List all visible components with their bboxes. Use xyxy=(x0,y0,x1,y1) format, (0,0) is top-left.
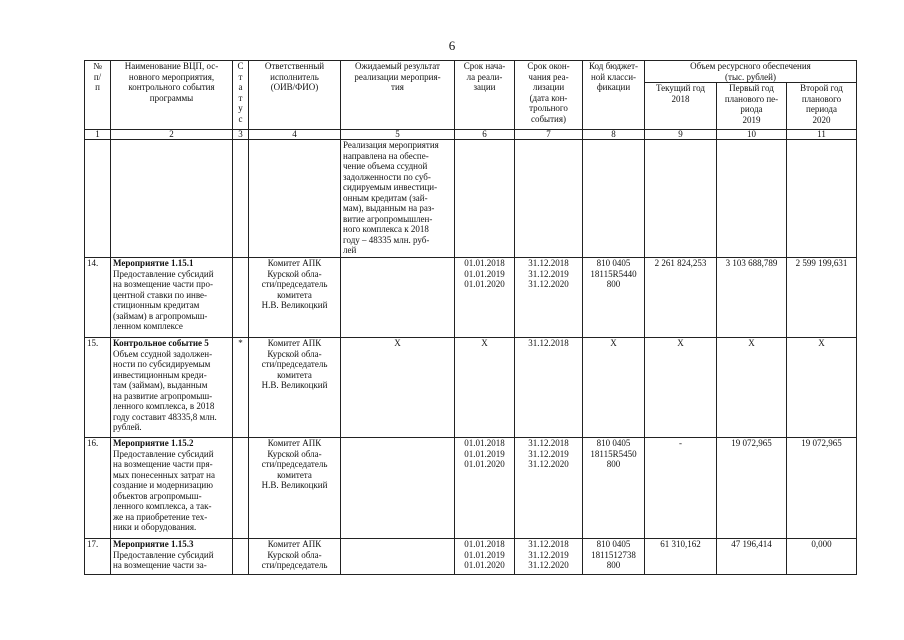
row-executor xyxy=(249,140,341,258)
column-number: 3 xyxy=(233,130,249,140)
table-row xyxy=(85,438,857,539)
row-2020: 2 599 199,631 xyxy=(787,258,857,338)
row-start: 01.01.2018 01.01.2019 01.01.2020 xyxy=(455,438,515,539)
row-name-title: Контрольное событие 5 xyxy=(113,338,209,348)
row-kbk: 810 0405 18115R5450 800 xyxy=(583,438,645,539)
header-executor: Ответственный исполнитель (ОИВ/ФИО) xyxy=(249,61,341,130)
column-numbers-row xyxy=(85,130,857,140)
row-name-title: Мероприятие 1.15.3 xyxy=(113,539,194,549)
row-status xyxy=(233,258,249,338)
row-status: * xyxy=(233,338,249,438)
row-number xyxy=(85,140,111,258)
row-2019: 3 103 688,789 xyxy=(717,258,787,338)
row-number: 17. xyxy=(85,539,111,575)
row-start xyxy=(455,140,515,258)
row-result xyxy=(341,438,455,539)
header-name: Наименование ВЦП, ос- новного мероприятия, контрольного события программы xyxy=(111,61,233,130)
row-2018: - xyxy=(645,438,717,539)
row-executor: Комитет АПК Курской обла- сти/председатель комитета Н.В. Великоцкий xyxy=(249,438,341,539)
table-header-row xyxy=(85,61,857,83)
row-number: 16. xyxy=(85,438,111,539)
row-status xyxy=(233,438,249,539)
row-2019: 47 196,414 xyxy=(717,539,787,575)
row-kbk xyxy=(583,140,645,258)
row-2018: 2 261 824,253 xyxy=(645,258,717,338)
row-executor: Комитет АПК Курской обла- сти/председатель комитета Н.В. Великоцкий xyxy=(249,258,341,338)
row-end xyxy=(515,140,583,258)
row-end: 31.12.2018 xyxy=(515,338,583,438)
column-number: 9 xyxy=(645,130,717,140)
program-table xyxy=(84,60,857,575)
row-2020: 0,000 xyxy=(787,539,857,575)
column-number: 7 xyxy=(515,130,583,140)
row-2020: X xyxy=(787,338,857,438)
row-name xyxy=(111,338,233,438)
header-number: № п/ п xyxy=(85,61,111,130)
row-start: 01.01.2018 01.01.2019 01.01.2020 xyxy=(455,539,515,575)
row-result xyxy=(341,258,455,338)
row-end: 31.12.2018 31.12.2019 31.12.2020 xyxy=(515,539,583,575)
row-name xyxy=(111,539,233,575)
row-end: 31.12.2018 31.12.2019 31.12.2020 xyxy=(515,438,583,539)
page-number: 6 xyxy=(448,38,456,53)
header-year-2018: Текущий год 2018 xyxy=(645,83,717,130)
row-2018 xyxy=(645,140,717,258)
row-kbk: X xyxy=(583,338,645,438)
row-name xyxy=(111,438,233,539)
column-number: 6 xyxy=(455,130,515,140)
header-status: С т а т у с xyxy=(233,61,249,130)
row-executor: Комитет АПК Курской обла- сти/председатель комитета Н.В. Великоцкий xyxy=(249,338,341,438)
row-status xyxy=(233,539,249,575)
header-start: Срок нача- ла реали- зации xyxy=(455,61,515,130)
row-2019: 19 072,965 xyxy=(717,438,787,539)
header-end: Срок окон- чания реа- лизации (дата кон- трольного события) xyxy=(515,61,583,130)
row-executor: Комитет АПК Курской обла- сти/председатель xyxy=(249,539,341,575)
row-start: X xyxy=(455,338,515,438)
row-number: 14. xyxy=(85,258,111,338)
row-name-text: Предоставление субсидий на возмещение части за- xyxy=(113,549,214,570)
row-name xyxy=(111,258,233,338)
row-result xyxy=(341,539,455,575)
table-row xyxy=(85,140,857,258)
row-name xyxy=(111,140,233,258)
row-kbk: 810 0405 1811512738 800 xyxy=(583,539,645,575)
row-name-text: Предоставление субсидий на возмещение части про- центной ставки по инве- стиционным кредитам (займам) в агропромыш- ленном комплексе xyxy=(113,268,214,331)
table-row xyxy=(85,539,857,575)
row-name-text: Объем ссудной задолжен- ности по субсидируемым инвестиционным креди- там (займам), выданным на развитие агропромыш- ленного комплекса, в 2018 году составит 48335,8 млн. рублей. xyxy=(113,348,217,432)
header-result: Ожидаемый результат реализации мероприя- тия xyxy=(341,61,455,130)
row-2019: X xyxy=(717,338,787,438)
row-status xyxy=(233,140,249,258)
row-result: X xyxy=(341,338,455,438)
column-number: 8 xyxy=(583,130,645,140)
row-2018: X xyxy=(645,338,717,438)
header-kbk: Код бюджет- ной класси- фикации xyxy=(583,61,645,130)
row-name-title: Мероприятие 1.15.1 xyxy=(113,258,194,268)
row-name-text: Предоставление субсидий на возмещение части пря- мых понесенных затрат на создание и модернизацию объектов агропромыш- ленного комплекса, а так- же на приобретение тех- ники и оборудования. xyxy=(113,448,215,532)
column-number: 2 xyxy=(111,130,233,140)
row-2019 xyxy=(717,140,787,258)
column-number: 1 xyxy=(85,130,111,140)
column-number: 10 xyxy=(717,130,787,140)
row-kbk: 810 0405 18115R5440 800 xyxy=(583,258,645,338)
row-number: 15. xyxy=(85,338,111,438)
column-number: 4 xyxy=(249,130,341,140)
header-year-2019: Первый год планового пе- риода 2019 xyxy=(717,83,787,130)
row-2020: 19 072,965 xyxy=(787,438,857,539)
table-row xyxy=(85,338,857,438)
row-result: Реализация мероприятия направлена на обеспе- чение объема ссудной задолженности по суб- сидируемым инвестици- онным кредитам (зай- мам), выданным на раз- витие агропромышлен- ного комплекса к 2018 году – 48335 млн. руб- лей xyxy=(341,140,455,258)
row-name-title: Мероприятие 1.15.2 xyxy=(113,438,194,448)
row-2018: 61 310,162 xyxy=(645,539,717,575)
row-end: 31.12.2018 31.12.2019 31.12.2020 xyxy=(515,258,583,338)
row-start: 01.01.2018 01.01.2019 01.01.2020 xyxy=(455,258,515,338)
table-row xyxy=(85,258,857,338)
column-number: 5 xyxy=(341,130,455,140)
row-2020 xyxy=(787,140,857,258)
header-funding: Объем ресурсного обеспечения (тыс. рублей) xyxy=(645,61,857,83)
header-year-2020: Второй год планового периода 2020 xyxy=(787,83,857,130)
column-number: 11 xyxy=(787,130,857,140)
